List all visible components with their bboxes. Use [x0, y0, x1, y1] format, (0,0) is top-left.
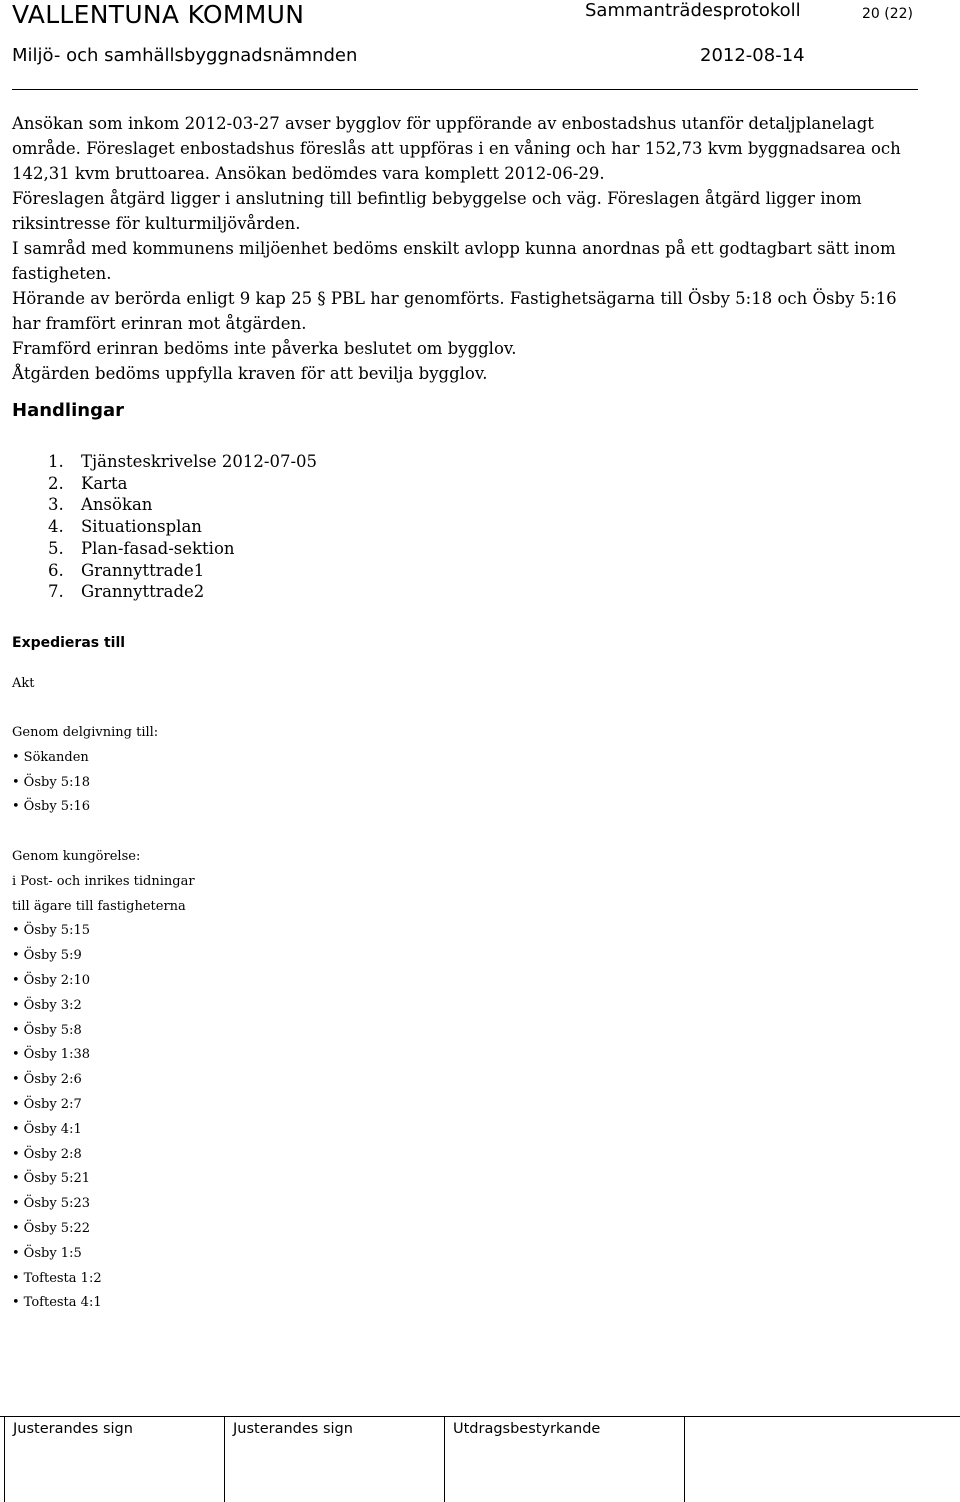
- list-item: • Ösby 2:10: [12, 969, 195, 994]
- kungorelse-line: till ägare till fastigheterna: [12, 898, 186, 914]
- handlingar-heading: Handlingar: [12, 400, 124, 421]
- list-item: • Sökanden: [12, 746, 158, 771]
- list-item: • Ösby 5:16: [12, 795, 158, 820]
- list-item: • Ösby 5:21: [12, 1167, 195, 1192]
- meeting-date: 2012-08-14: [700, 45, 805, 66]
- list-item: • Ösby 2:7: [12, 1093, 195, 1118]
- kungorelse-heading: Genom kungörelse:: [12, 849, 141, 864]
- paragraph: Föreslagen åtgärd ligger i anslutning till befintlig bebyggelse och väg. Föreslagen åtgärd ligger inom riksintresse för kulturmiljövården.: [12, 189, 862, 233]
- paragraph: Framförd erinran bedöms inte påverka beslutet om bygglov.: [12, 339, 517, 358]
- item-number: 3.: [48, 495, 64, 515]
- kungorelse-section: [12, 845, 195, 1316]
- list-item: [48, 451, 317, 473]
- item-label: Situationsplan: [81, 517, 202, 537]
- signature-box-2: [224, 1416, 444, 1502]
- kungorelse-list: [12, 919, 195, 1316]
- signature-box-1: [4, 1416, 224, 1502]
- handlingar-list: [48, 451, 317, 603]
- expedieras-heading: Expedieras till: [12, 635, 126, 651]
- paragraph: I samråd med kommunens miljöenhet bedöms enskilt avlopp kunna anordnas på ett godtagbart sätt inom fastigheten.: [12, 239, 896, 283]
- item-label: Plan-fasad-sektion: [81, 538, 235, 558]
- list-item: • Ösby 5:15: [12, 919, 195, 944]
- list-item: • Ösby 5:8: [12, 1019, 195, 1044]
- item-number: 2.: [48, 473, 64, 493]
- list-item: • Ösby 1:38: [12, 1043, 195, 1068]
- list-item: [48, 560, 317, 582]
- list-item: • Ösby 5:18: [12, 771, 158, 796]
- signature-footer: [0, 1416, 960, 1502]
- organization-name: VALLENTUNA KOMMUN: [12, 0, 305, 29]
- list-item: • Ösby 2:8: [12, 1143, 195, 1168]
- item-number: 5.: [48, 538, 64, 558]
- item-number: 7.: [48, 582, 64, 602]
- committee-name: Miljö- och samhällsbyggnadsnämnden: [12, 45, 358, 66]
- list-item: [48, 581, 317, 603]
- akt-label: Akt: [12, 676, 35, 691]
- list-item: • Toftesta 1:2: [12, 1267, 195, 1292]
- signature-label: Justerandes sign: [13, 1421, 133, 1437]
- delgivning-heading: Genom delgivning till:: [12, 725, 159, 740]
- list-item: • Ösby 4:1: [12, 1118, 195, 1143]
- list-item: [48, 538, 317, 560]
- list-item: [48, 494, 317, 516]
- list-item: • Ösby 1:5: [12, 1242, 195, 1267]
- item-number: 6.: [48, 560, 64, 580]
- list-item: • Toftesta 4:1: [12, 1291, 195, 1316]
- item-label: Tjänsteskrivelse 2012-07-05: [81, 452, 318, 471]
- document-type: Sammanträdesprotokoll: [585, 0, 801, 21]
- decision-text: [12, 111, 912, 386]
- item-label: Ansökan: [81, 495, 153, 515]
- header-divider: [12, 89, 918, 90]
- paragraph: Hörande av berörda enligt 9 kap 25 § PBL har genomförts. Fastighetsägarna till Ösby 5:18 och Ösby 5:16 har framfört erinran mot åtgärden.: [12, 289, 897, 333]
- list-item: • Ösby 5:23: [12, 1192, 195, 1217]
- item-label: Grannyttrade2: [81, 582, 205, 602]
- list-item: [48, 473, 317, 495]
- item-label: Grannyttrade1: [81, 560, 205, 580]
- item-label: Karta: [81, 473, 128, 493]
- certification-label: Utdragsbestyrkande: [453, 1421, 601, 1437]
- empty-box: [684, 1416, 884, 1502]
- list-item: • Ösby 5:22: [12, 1217, 195, 1242]
- list-item: • Ösby 5:9: [12, 944, 195, 969]
- kungorelse-line: i Post- och inrikes tidningar: [12, 873, 195, 889]
- paragraph: Ansökan som inkom 2012-03-27 avser bygglov för uppförande av enbostadshus utanför detaljplanelagt område. Föreslaget enbostadshus föreslås att uppföras i en våning och har 152,73 kvm byggnadsarea och 142,31 kvm bruttoarea. Ansökan bedömdes vara komplett 2012-06-29.: [12, 114, 901, 183]
- paragraph: Åtgärden bedöms uppfylla kraven för att bevilja bygglov.: [12, 364, 488, 383]
- certification-box: [444, 1416, 684, 1502]
- list-item: • Ösby 3:2: [12, 994, 195, 1019]
- signature-label: Justerandes sign: [233, 1421, 353, 1437]
- delgivning-section: [12, 721, 158, 820]
- item-number: 1.: [48, 452, 64, 471]
- page-number: 20 (22): [862, 6, 914, 22]
- list-item: [48, 516, 317, 538]
- delgivning-list: [12, 746, 158, 820]
- item-number: 4.: [48, 517, 64, 537]
- list-item: • Ösby 2:6: [12, 1068, 195, 1093]
